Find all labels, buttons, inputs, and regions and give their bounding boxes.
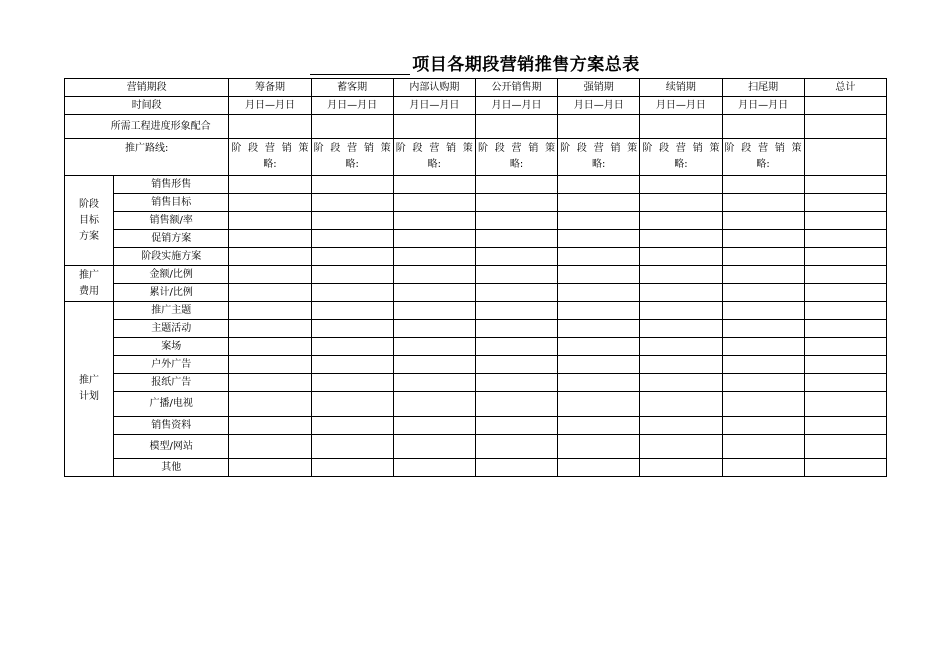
period-label-cell: 营销期段 xyxy=(65,79,229,97)
strategy-cell[interactable] xyxy=(722,139,804,176)
group-label-line: 目标 xyxy=(79,214,100,226)
blank-cell[interactable] xyxy=(722,356,804,374)
blank-cell[interactable] xyxy=(640,248,722,266)
blank-cell[interactable] xyxy=(722,417,804,435)
blank-cell[interactable] xyxy=(393,115,475,139)
blank-cell[interactable] xyxy=(475,320,557,338)
blank-cell[interactable] xyxy=(558,459,640,477)
stage-row xyxy=(65,230,887,248)
time-cell[interactable]: 月日—月日 xyxy=(229,97,311,115)
blank-cell[interactable] xyxy=(722,266,804,284)
blank-cell[interactable] xyxy=(640,266,722,284)
blank-cell[interactable] xyxy=(640,115,722,139)
blank-cell[interactable] xyxy=(475,212,557,230)
blank-cell[interactable] xyxy=(475,284,557,302)
row-label: 阶段实施方案 xyxy=(114,248,229,266)
phase-header: 筹备期 xyxy=(229,79,311,97)
blank-cell[interactable] xyxy=(311,374,393,392)
strategy-text: 阶 段 营 销 策 xyxy=(724,143,802,154)
blank-cell[interactable] xyxy=(229,230,311,248)
row-label: 模型/网站 xyxy=(114,435,229,459)
time-cell[interactable]: 月日—月日 xyxy=(475,97,557,115)
blank-cell[interactable] xyxy=(640,356,722,374)
blank-cell[interactable] xyxy=(558,392,640,417)
row-label: 推广主题 xyxy=(114,302,229,320)
row-label: 报纸广告 xyxy=(114,374,229,392)
blank-cell[interactable] xyxy=(640,302,722,320)
blank-cell[interactable] xyxy=(722,248,804,266)
table-body xyxy=(65,79,887,477)
blank-cell[interactable] xyxy=(311,356,393,374)
blank-cell[interactable] xyxy=(558,356,640,374)
blank-cell[interactable] xyxy=(722,392,804,417)
strategy-text-end: 略: xyxy=(263,159,277,170)
blank-cell[interactable] xyxy=(229,115,311,139)
time-cell[interactable]: 月日—月日 xyxy=(393,97,475,115)
group-label-line: 费用 xyxy=(79,285,100,297)
blank-cell[interactable] xyxy=(475,459,557,477)
time-total-cell[interactable] xyxy=(804,97,886,115)
blank-cell[interactable] xyxy=(393,230,475,248)
strategy-text: 阶 段 营 销 策 xyxy=(477,143,556,154)
blank-cell[interactable] xyxy=(229,266,311,284)
strategy-text-end: 略: xyxy=(509,159,524,170)
group-label-line: 推广 xyxy=(79,375,100,386)
blank-cell[interactable] xyxy=(804,392,886,417)
blank-cell[interactable] xyxy=(722,230,804,248)
blank-cell[interactable] xyxy=(229,459,311,477)
blank-cell[interactable] xyxy=(311,248,393,266)
plan-row xyxy=(65,302,887,320)
progress-label-cell: 所需工程进度形象配合 xyxy=(65,115,229,139)
blank-cell[interactable] xyxy=(229,338,311,356)
blank-cell[interactable] xyxy=(804,115,886,139)
blank-cell[interactable] xyxy=(804,212,886,230)
blank-cell[interactable] xyxy=(804,374,886,392)
blank-cell[interactable] xyxy=(558,284,640,302)
blank-cell[interactable] xyxy=(393,356,475,374)
blank-cell[interactable] xyxy=(558,374,640,392)
blank-cell[interactable] xyxy=(640,320,722,338)
blank-cell[interactable] xyxy=(558,302,640,320)
blank-cell[interactable] xyxy=(722,320,804,338)
row-label: 销售目标 xyxy=(114,194,229,212)
blank-cell[interactable] xyxy=(393,284,475,302)
blank-cell[interactable] xyxy=(475,417,557,435)
blank-cell[interactable] xyxy=(229,356,311,374)
row-label: 销售资料 xyxy=(114,417,229,435)
blank-cell[interactable] xyxy=(311,194,393,212)
blank-cell[interactable] xyxy=(640,392,722,417)
blank-cell[interactable] xyxy=(640,212,722,230)
blank-cell[interactable] xyxy=(393,374,475,392)
blank-cell[interactable] xyxy=(393,338,475,356)
blank-cell[interactable] xyxy=(804,139,886,176)
blank-cell[interactable] xyxy=(804,459,886,477)
blank-cell[interactable] xyxy=(722,459,804,477)
blank-cell[interactable] xyxy=(475,248,557,266)
strategy-text-end: 略: xyxy=(592,159,606,170)
title-blank-line xyxy=(310,56,410,75)
strategy-text: 阶 段 营 销 策 xyxy=(395,143,473,154)
row-label: 促销方案 xyxy=(114,230,229,248)
blank-cell[interactable] xyxy=(311,302,393,320)
blank-cell[interactable] xyxy=(558,435,640,459)
route-row xyxy=(65,139,887,176)
row-label: 累计/比例 xyxy=(114,284,229,302)
strategy-text-end: 略: xyxy=(756,159,770,170)
blank-cell[interactable] xyxy=(311,176,393,194)
group-label-line: 方案 xyxy=(79,230,100,242)
blank-cell[interactable] xyxy=(229,194,311,212)
blank-cell[interactable] xyxy=(804,302,886,320)
group-label-line: 推广 xyxy=(79,269,100,281)
blank-cell[interactable] xyxy=(804,417,886,435)
blank-cell[interactable] xyxy=(804,248,886,266)
blank-cell[interactable] xyxy=(393,212,475,230)
strategy-text-end: 略: xyxy=(345,159,359,170)
blank-cell[interactable] xyxy=(640,417,722,435)
strategy-cell[interactable] xyxy=(311,139,393,176)
cost-row xyxy=(65,284,887,302)
blank-cell[interactable] xyxy=(311,230,393,248)
strategy-text: 阶 段 营 销 策 xyxy=(560,143,638,154)
row-label: 主题活动 xyxy=(114,320,229,338)
blank-cell[interactable] xyxy=(229,248,311,266)
blank-cell[interactable] xyxy=(475,302,557,320)
blank-cell[interactable] xyxy=(311,115,393,139)
stage-group-label xyxy=(65,176,114,266)
blank-cell[interactable] xyxy=(804,230,886,248)
blank-cell[interactable] xyxy=(640,435,722,459)
blank-cell[interactable] xyxy=(722,302,804,320)
marketing-plan-table xyxy=(64,78,887,477)
blank-cell[interactable] xyxy=(229,176,311,194)
time-cell[interactable]: 月日—月日 xyxy=(640,97,722,115)
blank-cell[interactable] xyxy=(393,302,475,320)
cost-group-label xyxy=(65,266,114,302)
header-row xyxy=(65,79,887,97)
blank-cell[interactable] xyxy=(722,338,804,356)
blank-cell[interactable] xyxy=(229,374,311,392)
blank-cell[interactable] xyxy=(229,284,311,302)
plan-row xyxy=(65,374,887,392)
blank-cell[interactable] xyxy=(475,176,557,194)
strategy-text: 阶 段 营 销 策 xyxy=(642,143,720,154)
blank-cell[interactable] xyxy=(475,194,557,212)
title-text: 项目各期段营销推售方案总表 xyxy=(412,55,640,75)
blank-cell[interactable] xyxy=(722,176,804,194)
blank-cell[interactable] xyxy=(804,356,886,374)
blank-cell[interactable] xyxy=(804,435,886,459)
row-label: 户外广告 xyxy=(114,356,229,374)
stage-row xyxy=(65,176,887,194)
blank-cell[interactable] xyxy=(558,212,640,230)
blank-cell[interactable] xyxy=(393,248,475,266)
strategy-text-end: 略: xyxy=(674,159,688,170)
row-label: 金额/比例 xyxy=(114,266,229,284)
blank-cell[interactable] xyxy=(311,392,393,417)
blank-cell[interactable] xyxy=(393,194,475,212)
plan-row xyxy=(65,417,887,435)
blank-cell[interactable] xyxy=(558,266,640,284)
strategy-cell[interactable] xyxy=(475,139,557,176)
blank-cell[interactable] xyxy=(558,194,640,212)
blank-cell[interactable] xyxy=(558,176,640,194)
group-label-line: 计划 xyxy=(79,391,100,402)
phase-header: 公开销售期 xyxy=(475,79,557,97)
cost-row xyxy=(65,266,887,284)
strategy-cell[interactable] xyxy=(640,139,722,176)
blank-cell[interactable] xyxy=(311,284,393,302)
blank-cell[interactable] xyxy=(640,194,722,212)
time-cell[interactable]: 月日—月日 xyxy=(311,97,393,115)
time-label-cell: 时间段 xyxy=(65,97,229,115)
row-label: 其他 xyxy=(114,459,229,477)
phase-header: 续销期 xyxy=(640,79,722,97)
blank-cell[interactable] xyxy=(393,435,475,459)
blank-cell[interactable] xyxy=(311,320,393,338)
plan-row xyxy=(65,435,887,459)
plan-group-label xyxy=(65,302,114,477)
blank-cell[interactable] xyxy=(311,417,393,435)
blank-cell[interactable] xyxy=(640,338,722,356)
blank-cell[interactable] xyxy=(722,374,804,392)
blank-cell[interactable] xyxy=(229,392,311,417)
blank-cell[interactable] xyxy=(393,320,475,338)
blank-cell[interactable] xyxy=(804,284,886,302)
blank-cell[interactable] xyxy=(804,176,886,194)
blank-cell[interactable] xyxy=(229,302,311,320)
strategy-cell[interactable] xyxy=(393,139,475,176)
plan-row xyxy=(65,356,887,374)
total-header: 总计 xyxy=(804,79,886,97)
row-label: 案场 xyxy=(114,338,229,356)
row-label: 广播/电视 xyxy=(114,392,229,417)
group-label-line: 阶段 xyxy=(79,198,100,210)
plan-row xyxy=(65,459,887,477)
blank-cell[interactable] xyxy=(229,435,311,459)
blank-cell[interactable] xyxy=(229,212,311,230)
blank-cell[interactable] xyxy=(804,266,886,284)
page-title xyxy=(0,50,950,75)
plan-row xyxy=(65,320,887,338)
blank-cell[interactable] xyxy=(393,417,475,435)
blank-cell[interactable] xyxy=(722,212,804,230)
blank-cell[interactable] xyxy=(475,230,557,248)
blank-cell[interactable] xyxy=(558,230,640,248)
blank-cell[interactable] xyxy=(804,320,886,338)
blank-cell[interactable] xyxy=(311,266,393,284)
blank-cell[interactable] xyxy=(475,392,557,417)
blank-cell[interactable] xyxy=(475,374,557,392)
strategy-text-end: 略: xyxy=(427,159,442,170)
blank-cell[interactable] xyxy=(393,266,475,284)
phase-header: 扫尾期 xyxy=(722,79,804,97)
stage-row xyxy=(65,194,887,212)
blank-cell[interactable] xyxy=(722,194,804,212)
blank-cell[interactable] xyxy=(229,417,311,435)
blank-cell[interactable] xyxy=(558,115,640,139)
blank-cell[interactable] xyxy=(475,115,557,139)
blank-cell[interactable] xyxy=(722,435,804,459)
blank-cell[interactable] xyxy=(475,266,557,284)
blank-cell[interactable] xyxy=(311,459,393,477)
route-label-cell: 推广路线: xyxy=(65,139,229,176)
blank-cell[interactable] xyxy=(311,212,393,230)
phase-header: 强销期 xyxy=(558,79,640,97)
progress-row xyxy=(65,115,887,139)
blank-cell[interactable] xyxy=(640,230,722,248)
blank-cell[interactable] xyxy=(229,320,311,338)
blank-cell[interactable] xyxy=(640,284,722,302)
blank-cell[interactable] xyxy=(475,435,557,459)
blank-cell[interactable] xyxy=(393,392,475,417)
row-label: 销售形售 xyxy=(114,176,229,194)
blank-cell[interactable] xyxy=(475,356,557,374)
strategy-text: 阶 段 营 销 策 xyxy=(313,143,391,154)
strategy-cell[interactable] xyxy=(229,139,311,176)
stage-row xyxy=(65,248,887,266)
blank-cell[interactable] xyxy=(722,115,804,139)
strategy-text: 阶 段 营 销 策 xyxy=(231,143,309,154)
blank-cell[interactable] xyxy=(804,338,886,356)
blank-cell[interactable] xyxy=(558,338,640,356)
blank-cell[interactable] xyxy=(311,435,393,459)
plan-row xyxy=(65,392,887,417)
blank-cell[interactable] xyxy=(311,338,393,356)
blank-cell[interactable] xyxy=(393,176,475,194)
time-row xyxy=(65,97,887,115)
blank-cell[interactable] xyxy=(558,417,640,435)
time-cell[interactable]: 月日—月日 xyxy=(558,97,640,115)
phase-header: 蓄客期 xyxy=(311,79,393,97)
stage-row xyxy=(65,212,887,230)
blank-cell[interactable] xyxy=(558,320,640,338)
blank-cell[interactable] xyxy=(393,459,475,477)
blank-cell[interactable] xyxy=(640,374,722,392)
blank-cell[interactable] xyxy=(722,284,804,302)
blank-cell[interactable] xyxy=(475,338,557,356)
blank-cell[interactable] xyxy=(558,248,640,266)
phase-header: 内部认购期 xyxy=(393,79,475,97)
row-label: 销售额/率 xyxy=(114,212,229,230)
blank-cell[interactable] xyxy=(804,194,886,212)
blank-cell[interactable] xyxy=(640,459,722,477)
time-cell[interactable]: 月日—月日 xyxy=(722,97,804,115)
plan-row xyxy=(65,338,887,356)
blank-cell[interactable] xyxy=(640,176,722,194)
strategy-cell[interactable] xyxy=(558,139,640,176)
